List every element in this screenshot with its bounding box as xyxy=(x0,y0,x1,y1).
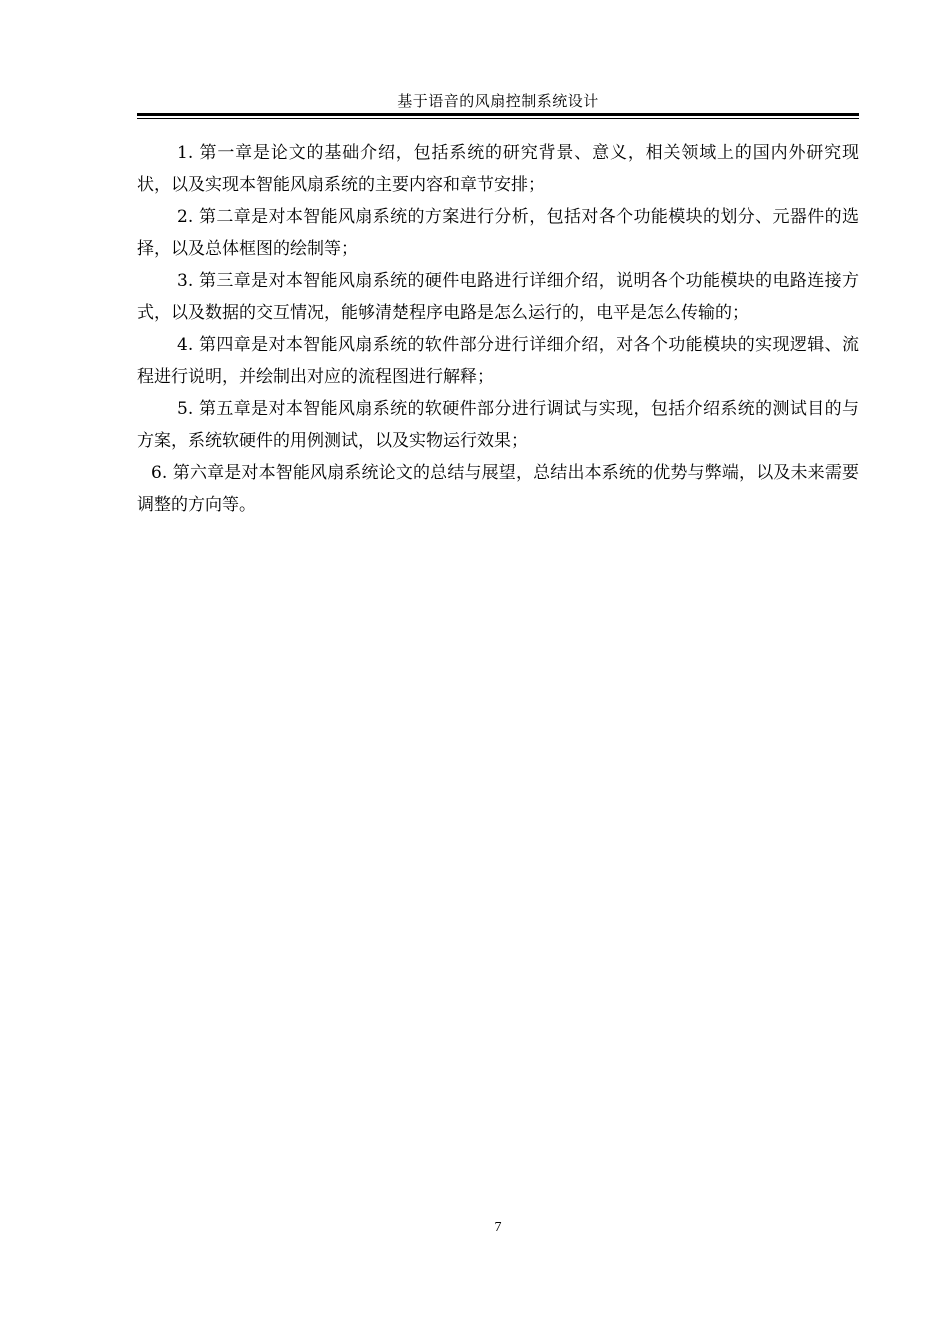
header-rule-thin xyxy=(137,118,859,119)
page-header-title: 基于语音的风扇控制系统设计 xyxy=(397,92,599,110)
header-rule-thick xyxy=(137,113,859,116)
chapter-3-paragraph: 3. 第三章是对本智能风扇系统的硬件电路进行详细介绍，说明各个功能模块的电路连接方式，以及数据的交互情况，能够清楚程序电路是怎么运行的，电平是怎么传输的； xyxy=(137,271,859,323)
chapter-outline-list xyxy=(137,137,859,521)
chapter-6-paragraph: 6. 第六章是对本智能风扇系统论文的总结与展望，总结出本系统的优势与弊端，以及未来需要调整的方向等。 xyxy=(137,463,859,515)
chapter-2-paragraph: 2. 第二章是对本智能风扇系统的方案进行分析，包括对各个功能模块的划分、元器件的选择，以及总体框图的绘制等； xyxy=(137,207,859,259)
chapter-5-paragraph: 5. 第五章是对本智能风扇系统的软硬件部分进行调试与实现，包括介绍系统的测试目的与方案，系统软硬件的用例测试，以及实物运行效果； xyxy=(137,399,859,451)
page-number: 7 xyxy=(494,1220,502,1235)
chapter-1-paragraph: 1. 第一章是论文的基础介绍，包括系统的研究背景、意义，相关领域上的国内外研究现状，以及实现本智能风扇系统的主要内容和章节安排； xyxy=(137,143,859,195)
chapter-4-paragraph: 4. 第四章是对本智能风扇系统的软件部分进行详细介绍，对各个功能模块的实现逻辑、流程进行说明，并绘制出对应的流程图进行解释； xyxy=(137,335,859,387)
